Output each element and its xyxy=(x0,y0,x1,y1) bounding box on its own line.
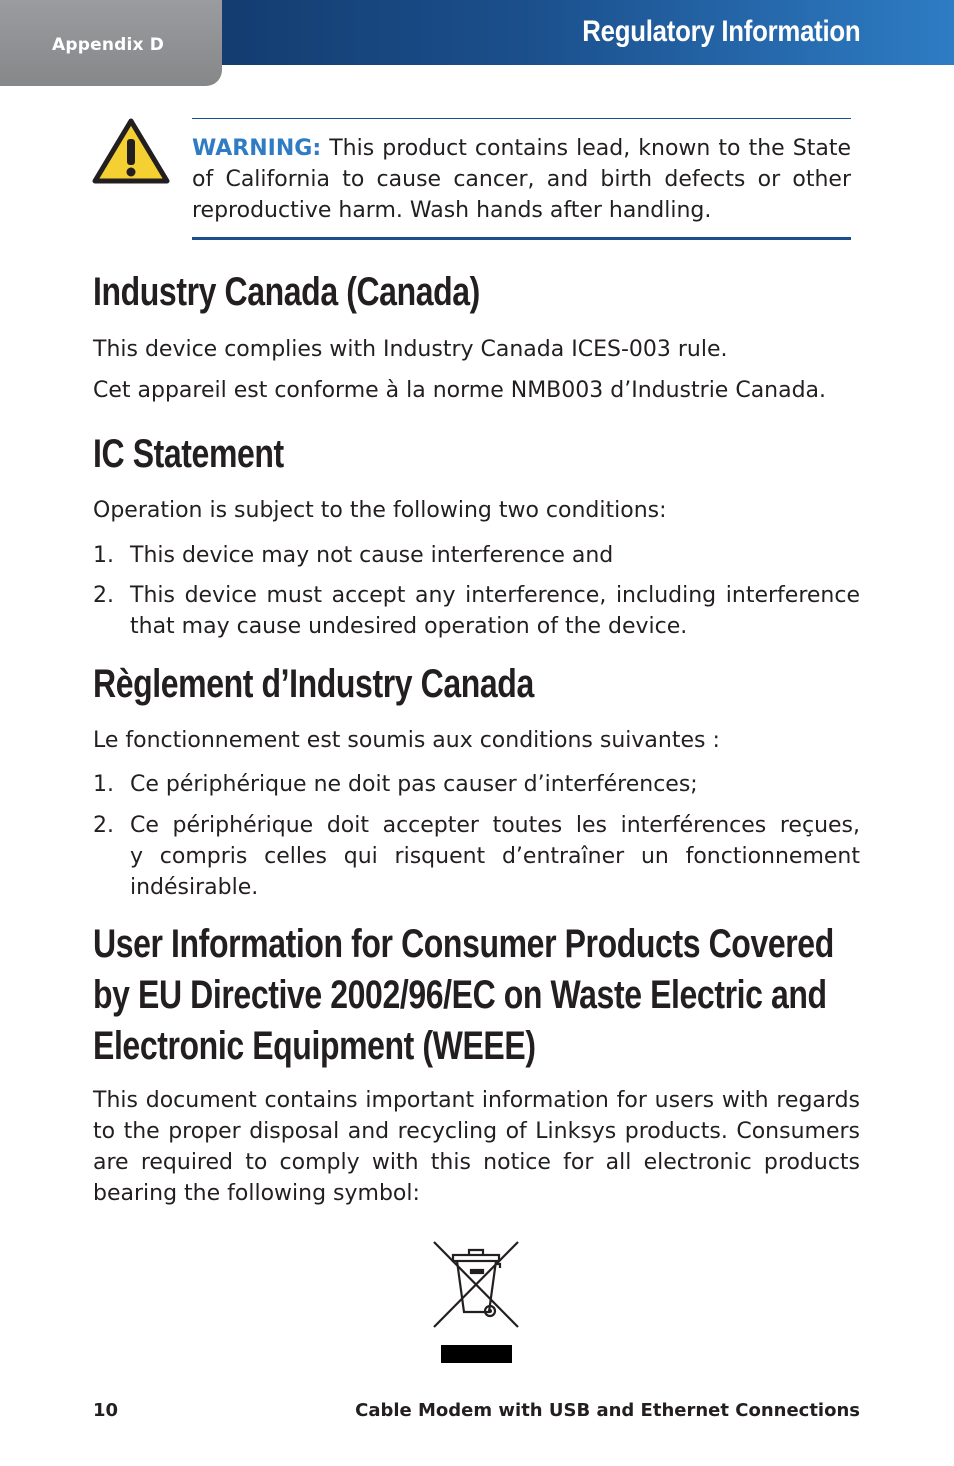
warning-label: WARNING: xyxy=(192,136,322,161)
list-number: 2. xyxy=(93,813,114,838)
heading-industry-canada: Industry Canada (Canada) xyxy=(93,270,480,314)
appendix-label: Appendix D xyxy=(52,35,165,55)
ic-statement-intro: Operation is subject to the following two conditions: xyxy=(93,498,667,523)
crossed-out-wheelie-bin-icon xyxy=(431,1238,521,1331)
list-text-line-3: indésirable. xyxy=(130,875,259,900)
industry-canada-paragraph-1: This device complies with Industry Canada ICES-003 rule. xyxy=(93,337,728,362)
warning-body: This product contains lead, known to the State of California to cause cancer, and birth defects or other reproductive harm. Wash hands after handling. xyxy=(192,136,851,223)
weee-paragraph: This document contains important information for users with regards to the proper disposal and recycling of Linksys products. Consumers are required to comply with this notice for all electronic products bearing the following symbol: xyxy=(93,1088,860,1206)
page-number: 10 xyxy=(93,1400,119,1421)
heading-weee-line-2: by EU Directive 2002/96/EC on Waste Electric and xyxy=(93,973,827,1017)
heading-weee-line-1: User Information for Consumer Products Covered xyxy=(93,922,834,966)
warning-text xyxy=(192,133,851,226)
list-text: This device must accept any interference, including interference that may cause undesired operation of the device. xyxy=(130,583,860,639)
reglement-intro: Le fonctionnement est soumis aux conditions suivantes : xyxy=(93,728,720,753)
heading-reglement: Règlement d’Industry Canada xyxy=(93,662,534,706)
footer-title: Cable Modem with USB and Ethernet Connections xyxy=(355,1400,860,1421)
list-text-line-1: Ce périphérique doit accepter toutes les interférences reçues, xyxy=(130,813,860,838)
list-number: 1. xyxy=(93,772,114,797)
industry-canada-paragraph-2: Cet appareil est conforme à la norme NMB003 d’Industrie Canada. xyxy=(93,378,827,403)
list-number: 2. xyxy=(93,583,114,608)
warning-triangle-icon xyxy=(92,117,170,185)
list-text: Ce périphérique ne doit pas causer d’interférences; xyxy=(130,772,698,797)
appendix-tab xyxy=(0,0,222,86)
list-number: 1. xyxy=(93,543,114,568)
warning-bottom-rule xyxy=(192,237,851,240)
list-text-line-2: y compris celles qui risquent d’entraîner un fonctionnement xyxy=(130,844,860,869)
list-text: This device may not cause interference and xyxy=(130,543,614,568)
warning-top-rule xyxy=(192,118,851,119)
heading-weee-line-3: Electronic Equipment (WEEE) xyxy=(93,1024,536,1068)
heading-ic-statement: IC Statement xyxy=(93,432,284,476)
page-section-title: Regulatory Information xyxy=(581,15,860,48)
weee-symbol-bar xyxy=(441,1345,512,1363)
